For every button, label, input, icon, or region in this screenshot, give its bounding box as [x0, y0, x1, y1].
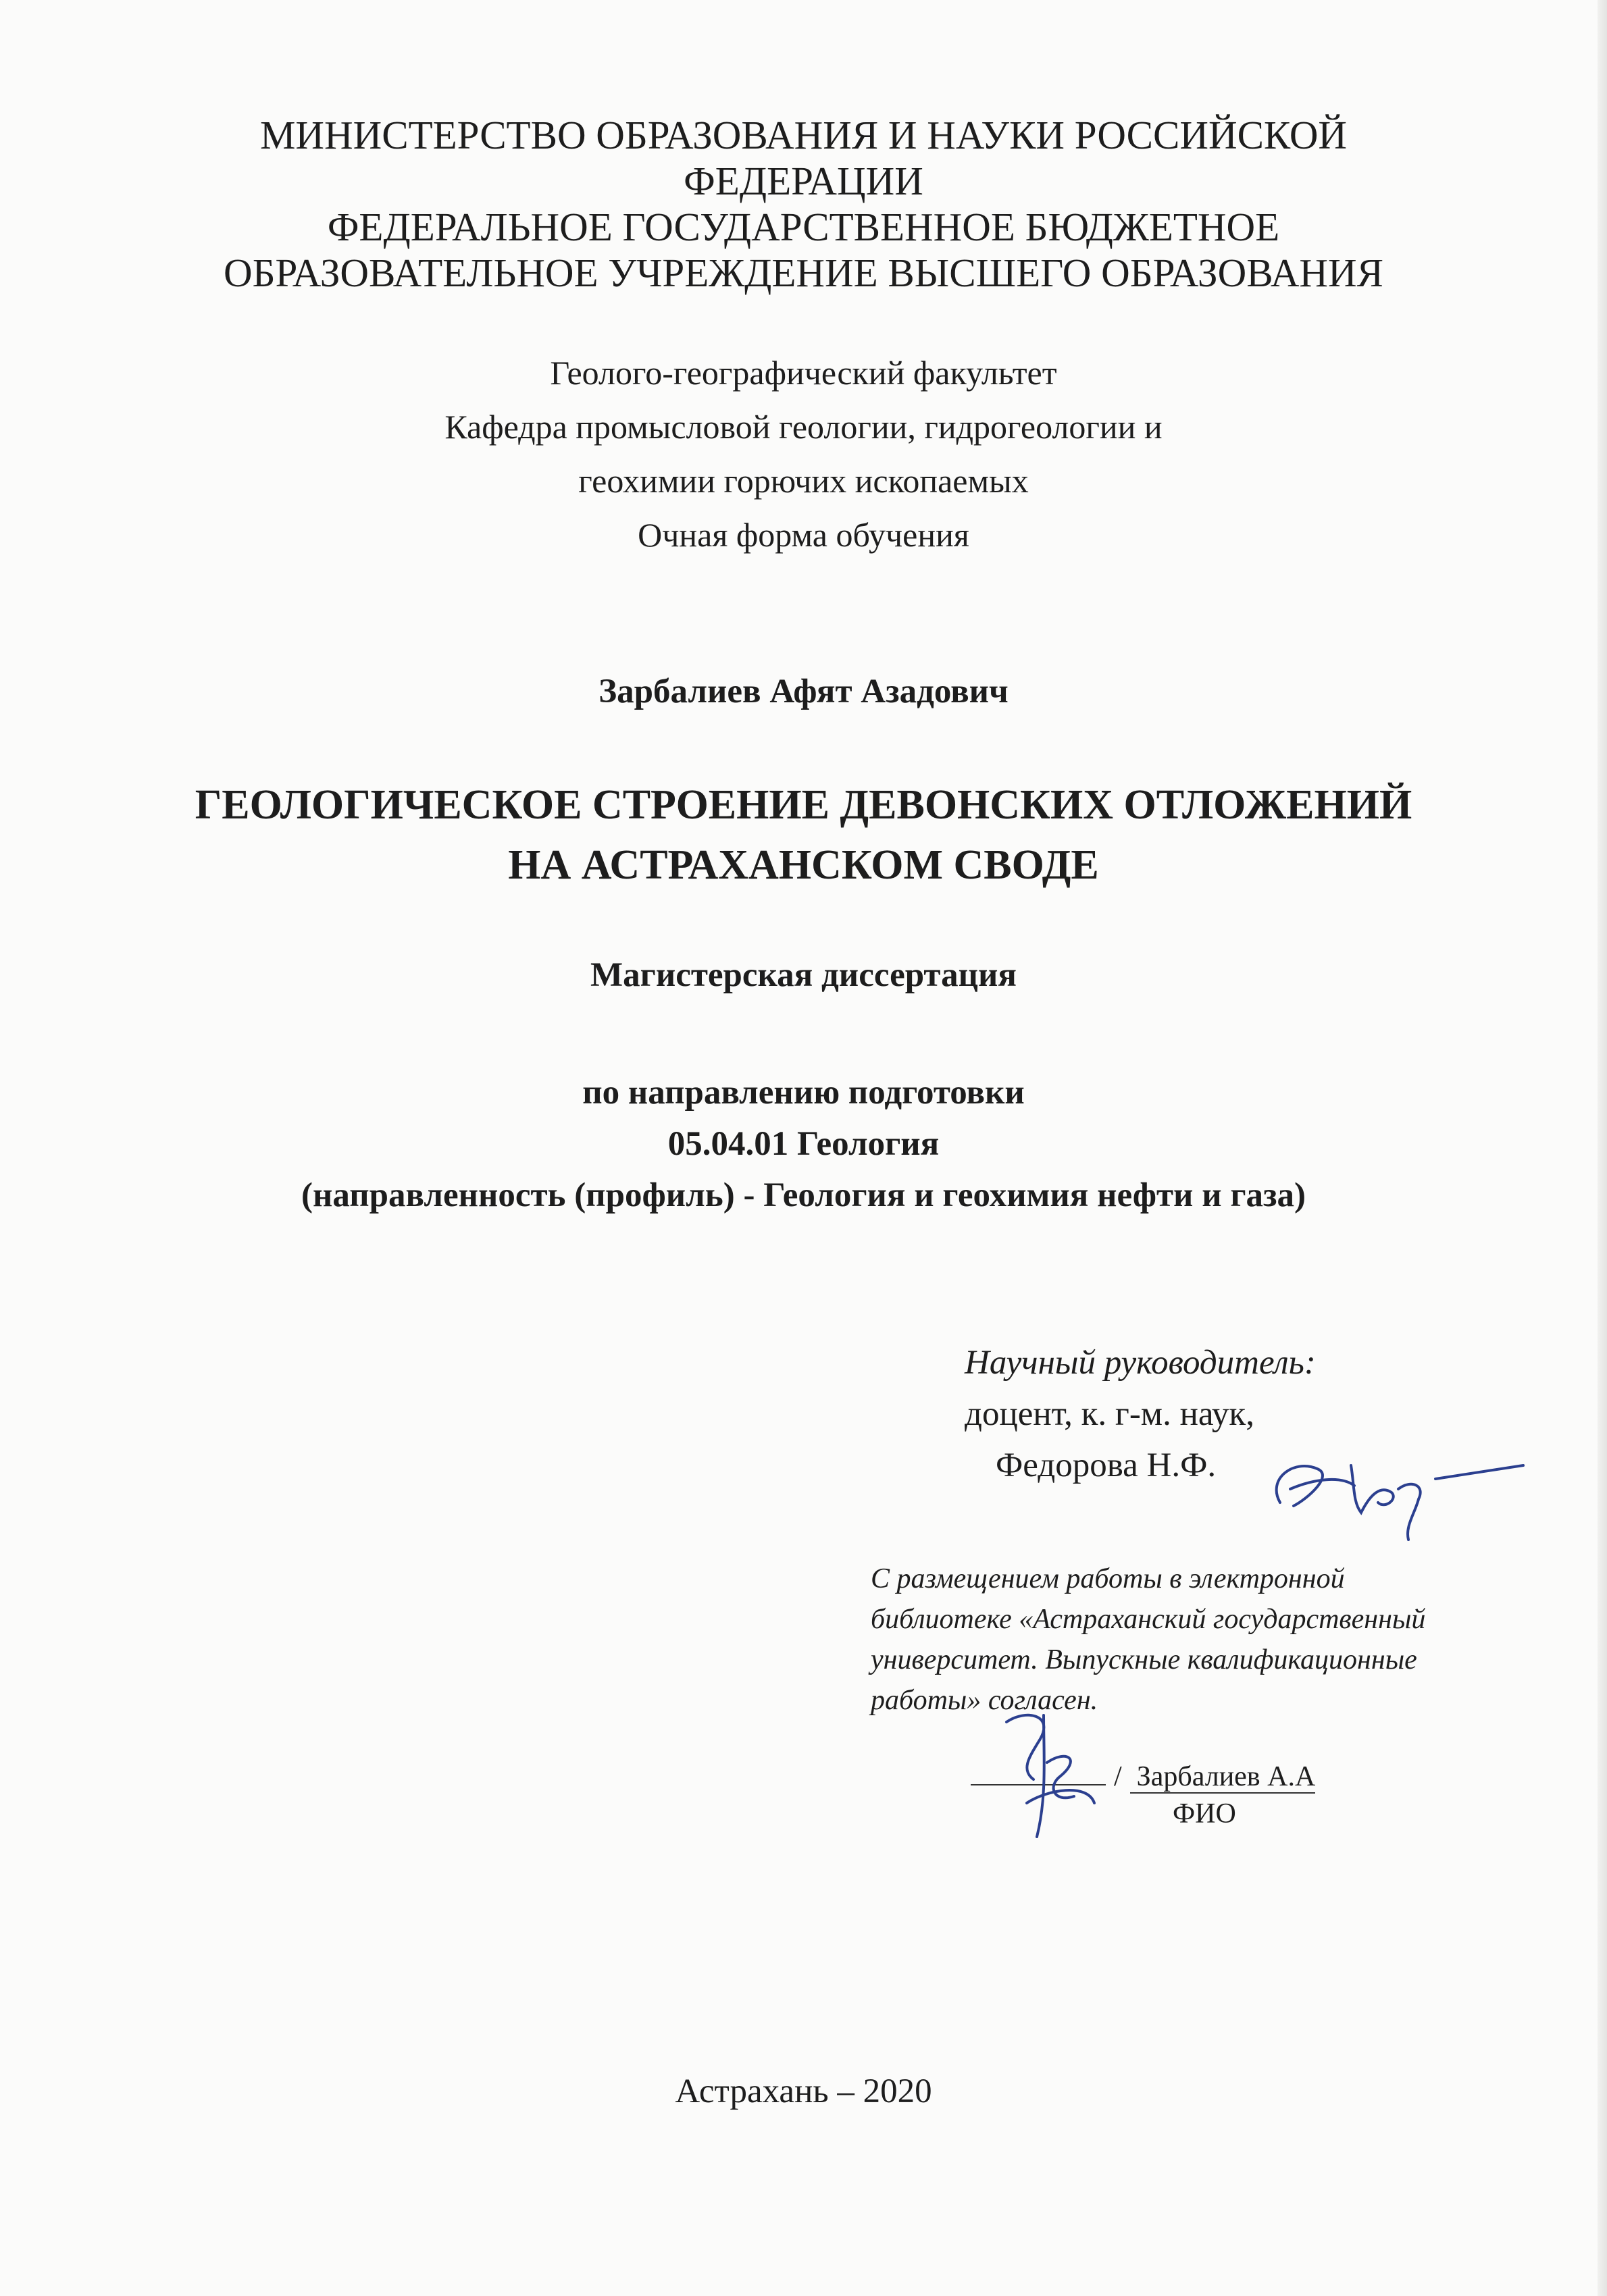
thesis-title-line: НА АСТРАХАНСКОМ СВОДЕ: [508, 842, 1099, 888]
supervisor-degree: доцент, к. г-м. наук,: [965, 1395, 1254, 1433]
ministry-line: МИНИСТЕРСТВО ОБРАЗОВАНИЯ И НАУКИ РОССИЙСКОЙ: [259, 113, 1348, 157]
direction-code: 05.04.01 Геология: [667, 1125, 940, 1163]
consent-line: С размещением работы в электронной: [871, 1563, 1345, 1594]
ministry-header: [0, 112, 1607, 296]
supervisor-signature: [1253, 1438, 1537, 1546]
direction-block: [0, 1067, 1607, 1221]
thesis-title-line: ГЕОЛОГИЧЕСКОЕ СТРОЕНИЕ ДЕВОНСКИХ ОТЛОЖЕНИЙ: [195, 782, 1412, 828]
supervisor-caption: Научный руководитель:: [965, 1344, 1316, 1382]
consent-block: [871, 1559, 1425, 1721]
study-form: Очная форма обучения: [638, 516, 969, 554]
fio-caption: ФИО: [1173, 1798, 1236, 1829]
consent-line: университет. Выпускные квалификационные: [871, 1644, 1417, 1675]
consent-line: библиотеке «Астраханский государственный: [871, 1604, 1426, 1635]
ministry-line: ФЕДЕРАЦИИ: [684, 159, 923, 203]
faculty-name: Геолого-географический факультет: [550, 354, 1057, 392]
ministry-line: ФЕДЕРАЛЬНОЕ ГОСУДАРСТВЕННОЕ БЮДЖЕТНОЕ: [327, 205, 1280, 249]
city-year: Астрахань – 2020: [675, 2072, 932, 2110]
signature-separator: /: [1114, 1761, 1122, 1792]
student-signature: [979, 1702, 1115, 1850]
thesis-type: Магистерская диссертация: [590, 956, 1017, 994]
faculty-block: [0, 346, 1607, 562]
direction-label: по направлению подготовки: [582, 1074, 1025, 1112]
consent-line: работы» согласен.: [871, 1685, 1098, 1716]
direction-profile: (направленность (профиль) - Геология и геохимия нефти и газа): [301, 1176, 1306, 1214]
department-line: геохимии горючих ископаемых: [578, 462, 1029, 500]
student-short-name: Зарбалиев А.А: [1130, 1761, 1316, 1794]
author-name: Зарбалиев Афят Азадович: [598, 673, 1009, 710]
ministry-line: ОБРАЗОВАТЕЛЬНОЕ УЧРЕЖДЕНИЕ ВЫСШЕГО ОБРАЗОВАНИЯ: [223, 251, 1384, 295]
department-line: Кафедра промысловой геологии, гидрогеологии и: [444, 408, 1163, 446]
thesis-title: [0, 775, 1607, 895]
supervisor-name: Федорова Н.Ф.: [996, 1446, 1217, 1484]
